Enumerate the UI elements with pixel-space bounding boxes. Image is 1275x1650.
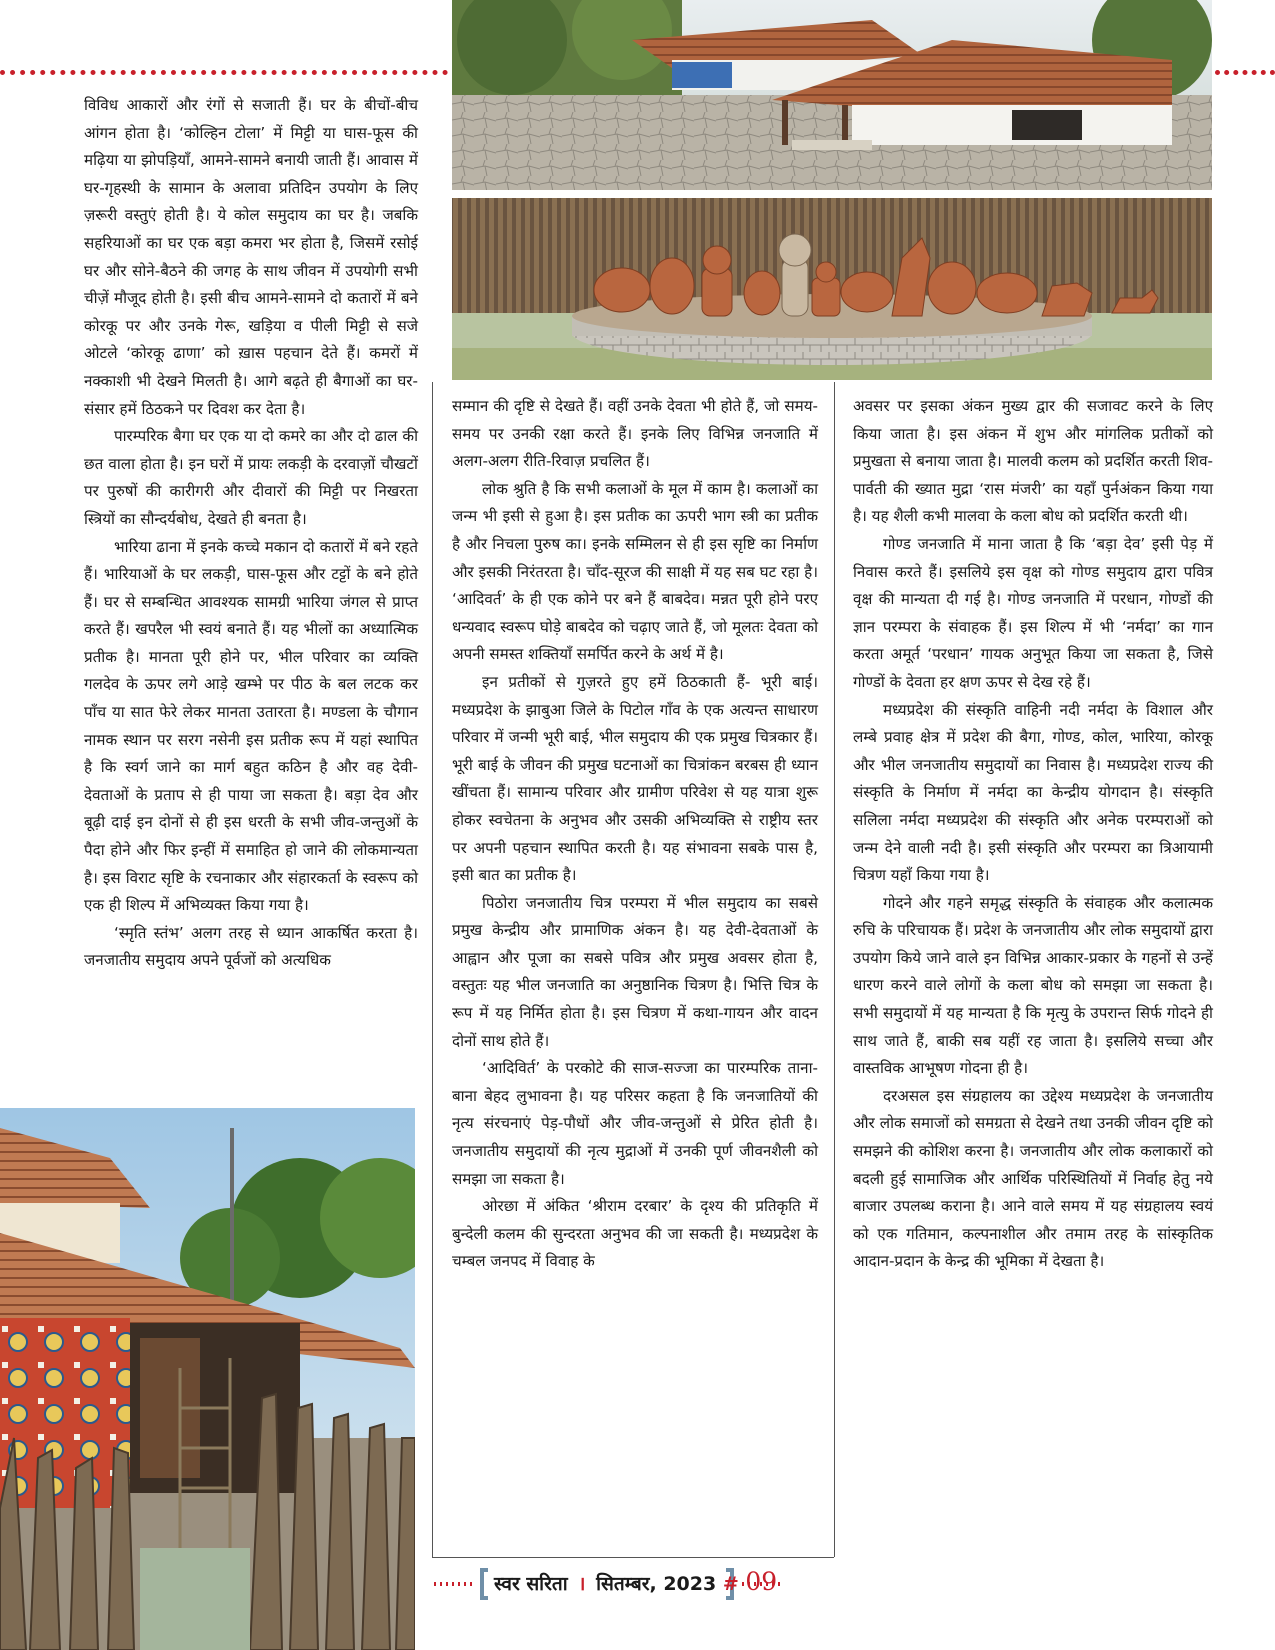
article-paragraph: पारम्परिक बैगा घर एक या दो कमरे का और दो ढाल की छत वाला होता है। इन घरों में प्रायः लकड़ी के दरवाज़ों चौखटों पर पुरुषों की कारीगरी और दीवारों की मिट्टी पर निखरता स्त्रियों का सौन्दर्यबोध, देखते ही बनता है। (84, 427, 418, 528)
article-column-1 (84, 92, 418, 975)
article-paragraph: लोक श्रुति है कि सभी कलाओं के मूल में काम है। कलाओं का जन्म भी इसी से हुआ है। इस प्रतीक का ऊपरी भाग स्त्री का प्रतीक है और निचला पुरुष का। इनके सम्मिलन से ही इस सृष्टि का निर्माण और इसकी निरंतरता है। चाँद-सूरज की साक्षी में यह सब घट रहा है। ‘आदिवर्त’ के ही एक कोने पर बने हैं बाबदेव। मन्नत पूरी होने परए धन्यवाद स्वरूप घोड़े बाबदेव को चढ़ाए जाते हैं, जो मूलतः देवता को अपनी समस्त शक्तियाँ समर्पित करने के अर्थ में है। (452, 479, 818, 664)
article-paragraph: विविध आकारों और रंगों से सजाती हैं। घर के बीचों-बीच आंगन होता है। ‘कोल्हिन टोला’ में मिट्टी या घास-फूस की मढ़िया या झोपड़ियाँ, आमने-सामने बनायी जाती हैं। आवास में घर-गृहस्थी के सामान के अलावा प्रतिदिन उपयोग के लिए ज़रूरी वस्तुएं होती है। ये कोल समुदाय का घर है। जबकि सहरियाओं का घर एक बड़ा कमरा भर होता है, जिसमें रसोई घर और सोने-बैठने की जगह के साथ जीवन में उपयोगी सभी चीज़ें मौजूद होती है। इसी बीच आमने-सामने दो कतारों में बने कोरकू पर और उनके गेरू, खड़िया व पीली मिट्टी से सजे ओटले ‘कोरकू ढाणा’ को ख़ास पहचान देते हैं। कमरों में नक्काशी भी देखने मिलती है। आगे बढ़ते ही बैगाओं का घर-संसार हमें ठिठकने पर दिवश कर देता है। (84, 96, 418, 418)
page-footer (432, 1566, 832, 1602)
tribal-hut-photo (0, 1108, 415, 1650)
article-paragraph: ओरछा में अंकित ‘श्रीराम दरबार’ के दृश्य की प्रतिकृति में बुन्देली कलम की सुन्दरता अनुभव की जा सकती है। मध्यप्रदेश के चम्बल जनपद में विवाह के (452, 1197, 818, 1271)
column-rule-bottom (432, 1557, 834, 1558)
article-column-3 (853, 393, 1213, 1276)
column-rule-right (834, 382, 835, 1557)
page-number: 09 (745, 1567, 778, 1596)
terracotta-sculptures-photo (452, 198, 1212, 380)
issue-date: सितम्बर, 2023 (596, 1573, 717, 1595)
hash-mark: # (722, 1573, 739, 1595)
tribal-hut-illustration (0, 1108, 415, 1650)
footer-text (494, 1567, 777, 1596)
article-paragraph: गोदने और गहने समृद्ध संस्कृति के संवाहक और कलात्मक रुचि के परिचायक हैं। प्रदेश के जनजातीय और लोक समुदायों द्वारा उपयोग किये जाने वाले इन विभिन्न आकार-प्रकार के गहनों से उन्हें धारण करने वाले लोगों के कला बोध को समझा जा सकता है। सभी समुदायों में यह मान्यता है कि मृत्यु के उपरान्त सिर्फ गोदने ही साथ जाते हैं, बाकी सब यहीं रह जाता है। इसलिये सच्चा और वास्तविक आभूषण गोदना ही है। (853, 893, 1213, 1078)
article-paragraph: पिठोरा जनजातीय चित्र परम्परा में भील समुदाय का सबसे प्रमुख केन्द्रीय और प्रामाणिक अंकन है। यह देवी-देवताओं के आह्वान और पूजा का सबसे पवित्र और प्रमुख अवसर होता है, वस्तुतः यह भील जनजाति का अनुष्ठानिक चित्रण है। भित्ति चित्र के रूप में यह निर्मित होता है। इस चित्रण में कथा-गायन और वादन दोनों साथ होते हैं। (452, 893, 818, 1050)
article-paragraph: ‘स्मृति स्तंभ’ अलग तरह से ध्यान आकर्षित करता है। जनजातीय समुदाय अपने पूर्वजों को अत्यधिक (84, 923, 418, 970)
article-paragraph: भारिया ढाना में इनके कच्चे मकान दो कतारों में बने रहते हैं। भारियाओं के घर लकड़ी, घास-फूस और टट्टों के बने होते हैं। घर से सम्बन्धित आवश्यक सामग्री भारिया जंगल से प्राप्त करते हैं। खपरैल भी स्वयं बनाते हैं। यह भीलों का अध्यात्मिक प्रतीक है। मानता पूरी होने पर, भील परिवार का व्यक्ति गलदेव के ऊपर लगे आड़े खम्भे पर पीठ के बल लटक कर पाँच या सात फेरे लेकर मानता उतारता है। मण्डला के चौगान नामक स्थान पर सरग नसेनी इस प्रतीक रूप में यहां स्थापित है कि स्वर्ग जाने का मार्ग बहुत कठिन है और वह देवी-देवताओं के प्रताप से ही पाया जा सकता है। बड़ा देव और बूढ़ी दाई इन दोनों से ही इस धरती के सभी जीव-जन्तुओं के पैदा होने और फिर इन्हीं में समाहित हो जाने की लोकमान्यता है। इस विराट सृष्टि के रचनाकार और संहारकर्ता के स्वरूप को एक ही शिल्प में अभिव्यक्त किया गया है। (84, 537, 418, 915)
courtyard-huts-illustration (452, 0, 1212, 190)
article-paragraph: सम्मान की दृष्टि से देखते हैं। वहीं उनके देवता भी होते हैं, जो समय-समय पर उनकी रक्षा करते हैं। इनके लिए विभिन्न जनजाति में अलग-अलग रीति-रिवाज़ प्रचलित हैं। (452, 397, 818, 471)
footer-separator: । (578, 1573, 586, 1595)
article-paragraph: गोण्ड जनजाति में माना जाता है कि ‘बड़ा देव’ इसी पेड़ में निवास करते हैं। इसलिये इस वृक्ष को गोण्ड समुदाय द्वारा पवित्र वृक्ष की मान्यता दी गई है। गोण्ड जनजाति में परधान, गोण्डों की ज्ञान परम्परा के संवाहक हैं। इस शिल्प में भी ‘नर्मदा’ का गान करता अमूर्त ‘परधान’ गायक अनुभूत किया जा सकता है, जिसे गोण्डों के देवता हर क्षण ऊपर से देख रहे हैं। (853, 534, 1213, 691)
article-paragraph: मध्यप्रदेश की संस्कृति वाहिनी नदी नर्मदा के विशाल और लम्बे प्रवाह क्षेत्र में प्रदेश की बैगा, गोण्ड, कोल, भारिया, कोरकू और भील जनजातीय समुदायों का निवास है। मध्यप्रदेश राज्य की संस्कृति के निर्माण में नर्मदा का केन्द्रीय योगदान है। संस्कृति सलिला नर्मदा मध्यप्रदेश की संस्कृति और अनेक परम्पराओं को जन्म देने वाली नदी है। इसी संस्कृति और परम्परा का त्रिआयामी चित्रण यहाँ किया गया है। (853, 700, 1213, 885)
article-paragraph: दरअसल इस संग्रहालय का उद्देश्य मध्यप्रदेश के जनजातीय और लोक समाजों को समग्रता से देखने तथा उनकी जीवन दृष्टि को समझने की कोशिश करना है। जनजातीय और लोक कलाकारों को बदली हुई सामाजिक और आर्थिक परिस्थितियों में निर्वाह हेतु नये बाजार उपलब्ध कराना है। आने वाले समय में यह संग्रहालय स्वयं को एक गतिमान, कल्पनाशील और तमाम तरह के सांस्कृतिक आदान-प्रदान के केन्द्र की भूमिका में देखता है। (853, 1086, 1213, 1271)
courtyard-huts-photo (452, 0, 1212, 190)
header-dotted-rule-left (0, 70, 448, 75)
terracotta-platform-illustration (452, 198, 1212, 380)
article-paragraph: इन प्रतीकों से गुज़रते हुए हमें ठिठकाती हैं- भूरी बाई। मध्यप्रदेश के झाबुआ जिले के पिटोल गाँव के एक अत्यन्त साधारण परिवार में जन्मी भूरी बाई, भील समुदाय की एक प्रमुख चित्रकार हैं। भूरी बाई के जीवन की प्रमुख घटनाओं का चित्रांकन बरबस ही ध्यान खींचता हैं। सामान्य परिवार और ग्रामीण परिवेश से यह यात्रा शुरू होकर स्वचेतना के अनुभव और उसकी अभिव्यक्ति से राष्ट्रीय स्तर पर अपनी पहचान स्थापित करती है। यह संभावना सबके पास है, इसी बात का प्रतीक है। (452, 672, 818, 885)
magazine-title: स्वर सरिता (494, 1573, 568, 1595)
column-rule-left (432, 382, 433, 1557)
article-column-2 (452, 393, 818, 1276)
article-paragraph: अवसर पर इसका अंकन मुख्य द्वार की सजावट करने के लिए किया जाता है। इस अंकन में शुभ और मांगलिक प्रतीकों को प्रमुखता से बनाया जाता है। मालवी कलम को प्रदर्शित करती शिव-पार्वती की ख्यात मुद्रा ‘रास मंजरी’ का यहाँ पुर्नअंकन किया गया है। यह शैली कभी मालवा के कला बोध को प्रदर्शित करती थी। (853, 397, 1213, 526)
header-dotted-rule-right (1215, 70, 1275, 75)
article-paragraph: ‘आदिविर्त’ के परकोटे की साज-सज्जा का पारम्परिक ताना-बाना बेहद लुभावना है। यह परिसर कहता है कि जनजातियों की नृत्य संरचनाएं पेड़-पौधों और जीव-जन्तुओं से प्रेरित होती है। जनजातीय समुदायों की नृत्य मुद्राओं में उनकी पूर्ण जीवनशैली को समझा जा सकता है। (452, 1059, 818, 1188)
